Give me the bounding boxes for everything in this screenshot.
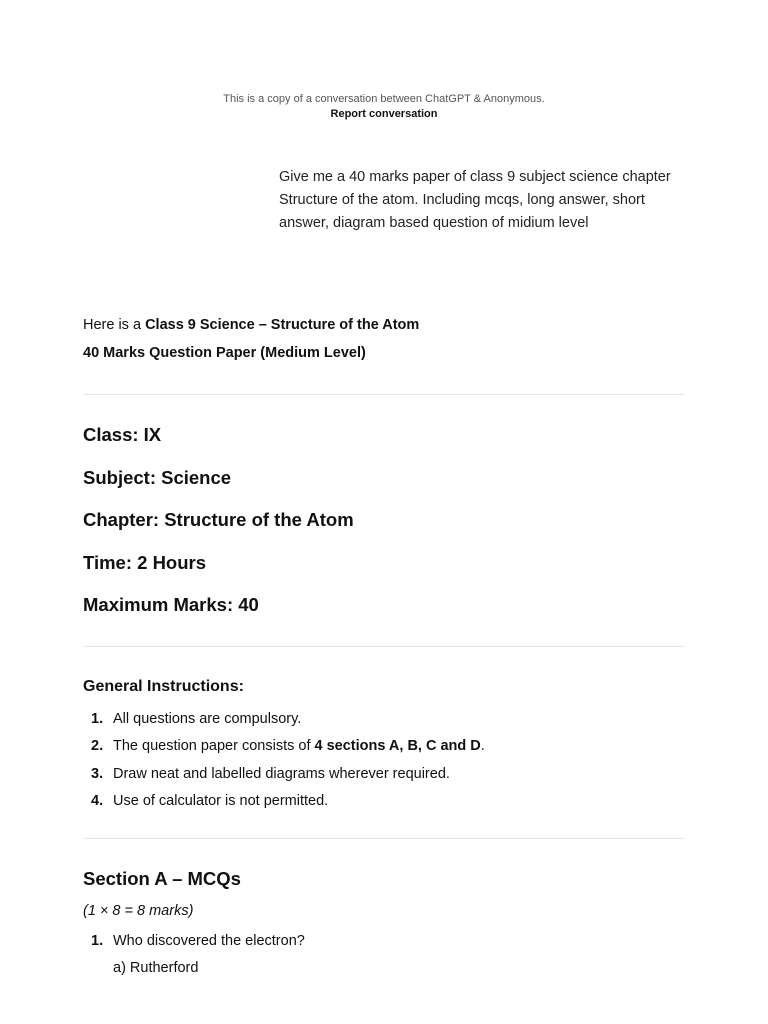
response-intro — [83, 311, 685, 367]
user-message: Give me a 40 marks paper of class 9 subject science chapter Structure of the atom. Including mcqs, long answer, short answer, diagram based question of midium level — [279, 169, 671, 231]
list-item — [83, 761, 685, 788]
mcq-option-a: a) Rutherford — [113, 960, 199, 977]
section-a-title: Section A – MCQs — [83, 868, 241, 890]
intro-line2: 40 Marks Question Paper (Medium Level) — [83, 345, 366, 361]
question-number: 1. — [91, 933, 104, 950]
question-text: Who discovered the electron? — [113, 933, 305, 950]
item-text-end: . — [480, 738, 485, 755]
list-item — [83, 706, 685, 733]
instructions-title: General Instructions: — [83, 677, 244, 695]
list-item — [83, 788, 685, 815]
paper-meta — [83, 414, 685, 627]
list-item — [83, 733, 685, 760]
divider — [83, 646, 685, 647]
meta-chapter: Chapter: Structure of the Atom — [83, 509, 354, 531]
meta-time: Time: 2 Hours — [83, 551, 207, 573]
item-bold-text: 4 sections A, B, C and D — [314, 738, 481, 755]
shared-conversation-notice — [0, 92, 768, 122]
item-number: 1. — [91, 710, 104, 727]
divider — [83, 838, 685, 839]
section-a-marks: (1 × 8 = 8 marks) — [83, 903, 194, 920]
intro-prefix: Here is a — [83, 317, 146, 333]
meta-subject: Subject: Science — [83, 466, 232, 488]
instructions-list — [83, 706, 685, 815]
item-text: Use of calculator is not permitted. — [113, 792, 329, 809]
assistant-response — [83, 311, 685, 982]
item-number: 4. — [91, 792, 104, 809]
divider — [83, 394, 685, 395]
mcq-list — [83, 928, 685, 955]
mcq-question — [83, 928, 685, 955]
notice-text: This is a copy of a conversation between ChatGPT & Anonymous. — [223, 93, 545, 105]
item-number: 2. — [91, 738, 104, 755]
meta-class: Class: IX — [83, 424, 162, 445]
meta-max-marks: Maximum Marks: 40 — [83, 594, 259, 616]
intro-bold: Class 9 Science – Structure of the Atom — [145, 317, 420, 333]
item-text: Draw neat and labelled diagrams wherever required. — [113, 765, 450, 782]
item-text: All questions are compulsory. — [113, 710, 302, 727]
item-text: The question paper consists of — [113, 738, 315, 755]
report-conversation-link[interactable]: Report conversation — [330, 108, 438, 120]
item-number: 3. — [91, 765, 104, 782]
